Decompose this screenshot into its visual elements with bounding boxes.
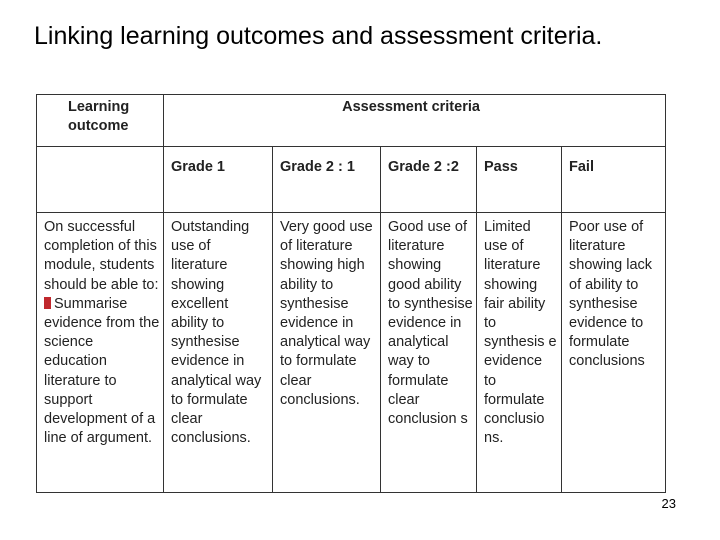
grade-1-header: Grade 1 <box>164 147 273 213</box>
grade-2-1-criteria: Very good use of literature showing high ability to synthesise evidence in analytical way to formulate clear conclusions. <box>273 213 381 493</box>
assessment-criteria-header: Assessment criteria <box>164 95 666 147</box>
grade-2-2-header: Grade 2 :2 <box>381 147 477 213</box>
outcome-bullet-text: Summarise evidence from the science education literature to support development of a line of argument. <box>44 295 160 447</box>
grade-2-2-criteria: Good use of literature showing good ability to synthesise evidence in analytical way to formulate clear conclusion s <box>381 213 477 493</box>
rubric-table <box>36 94 666 493</box>
pass-criteria: Limited use of literature showing fair ability to synthesis e evidence to formulate conclusio ns. <box>477 213 562 493</box>
criteria-row <box>37 213 666 493</box>
table-header-row <box>37 95 666 147</box>
outcome-intro: On successful completion of this module, students should be able to: <box>44 219 159 293</box>
bullet-icon <box>44 297 51 309</box>
pass-header: Pass <box>477 147 562 213</box>
slide-number: 23 <box>661 496 676 511</box>
grade-2-1-header: Grade 2 : 1 <box>273 147 381 213</box>
grade-1-criteria: Outstanding use of literature showing excellent ability to synthesise evidence in analytical way to formulate clear conclusions. <box>164 213 273 493</box>
fail-criteria: Poor use of literature showing lack of ability to synthesise evidence to formulate conclusions <box>562 213 666 493</box>
learning-outcome-cell <box>37 213 164 493</box>
fail-header: Fail <box>562 147 666 213</box>
grade-header-row <box>37 147 666 213</box>
empty-cell <box>37 147 164 213</box>
learning-outcome-header: Learning outcome <box>37 95 164 147</box>
slide-title: Linking learning outcomes and assessment criteria. <box>34 22 603 50</box>
